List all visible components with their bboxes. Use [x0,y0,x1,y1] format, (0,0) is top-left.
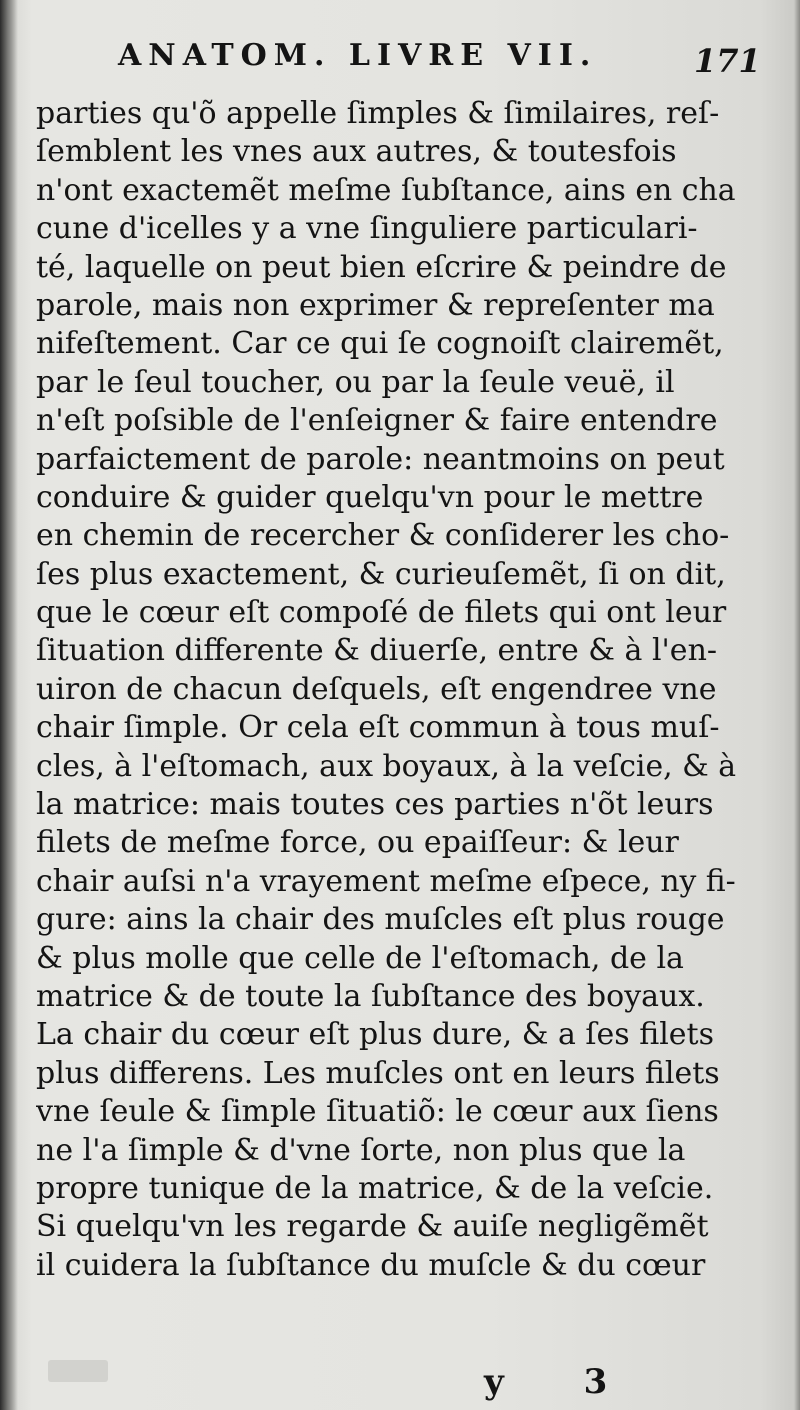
page-edge [794,0,800,1410]
text-line: ne l'a ſimple & d'vne ſorte, non plus que la [36,1132,686,1168]
text-line: conduire & guider quelqu'vn pour le mettre [36,479,704,515]
text-line: chair auſsi n'a vrayement meſme eſpece, ny fi- [36,863,736,899]
text-line: par le ſeul toucher, ou par la ſeule veuë, il [36,364,675,400]
text-line: la matrice: mais toutes ces parties n'õt leurs [36,787,714,823]
text-line: n'eſt poſsible de l'enſeigner & faire entendre [36,403,718,439]
body-text [36,95,736,1285]
show-through-mark [48,1360,108,1382]
text-line: plus differens. Les muſcles ont en leurs filets [36,1055,720,1091]
text-line: gure: ains la chair des muſcles eſt plus rouge [36,902,725,938]
text-line: cles, à l'eſtomach, aux boyaux, à la veſcie, & à [36,748,736,784]
page-number: 171 [694,42,761,80]
text-line: vne ſeule & ſimple ſituatiõ: le cœur aux ſiens [36,1094,719,1130]
text-line: que le cœur eſt compoſé de filets qui ont leur [36,595,727,631]
text-line: ſes plus exactement, & curieuſemẽt, ſi on dit, [36,556,726,592]
text-line: nifeſtement. Car ce qui ſe cognoiſt clairemẽt, [36,326,724,362]
text-line: La chair du cœur eſt plus dure, & a ſes filets [36,1017,715,1053]
text-line: il cuidera la ſubſtance du muſcle & du cœur [36,1247,706,1283]
text-line: té, laquelle on peut bien eſcrire & peindre de [36,249,727,285]
text-line: ſituation differente & diuerſe, entre & à l'en- [36,633,718,669]
signature-mark: y 3 [484,1362,642,1402]
text-line: parole, mais non exprimer & repreſenter ma [36,287,715,323]
text-line: parties qu'õ appelle ſimples & ſimilaires, reſ- [36,96,720,131]
text-line: chair ſimple. Or cela eſt commun à tous muſ- [36,710,720,746]
text-line: filets de meſme force, ou epaiſſeur: & leur [36,825,679,861]
text-line: n'ont exactemẽt meſme ſubſtance, ains en cha [36,172,736,208]
text-line: & plus molle que celle de l'eſtomach, de la [36,940,684,976]
text-line: en chemin de recercher & conſiderer les cho- [36,518,730,554]
text-line: Si quelqu'vn les regarde & auiſe negligẽmẽt [36,1209,709,1245]
text-line: cune d'icelles y a vne ſinguliere particulari- [36,211,698,247]
text-line: propre tunique de la matrice, & de la veſcie. [36,1170,714,1206]
gutter-shadow [0,0,18,1410]
text-line: matrice & de toute la ſubſtance des boyaux. [36,978,705,1014]
text-line: parfaictement de parole: neantmoins on peut [36,441,725,477]
text-line: ſemblent les vnes aux autres, & toutesfois [36,134,677,170]
running-head: ANATOM. LIVRE VII. [118,38,598,73]
text-line: uiron de chacun deſquels, eſt engendree vne [36,671,717,707]
